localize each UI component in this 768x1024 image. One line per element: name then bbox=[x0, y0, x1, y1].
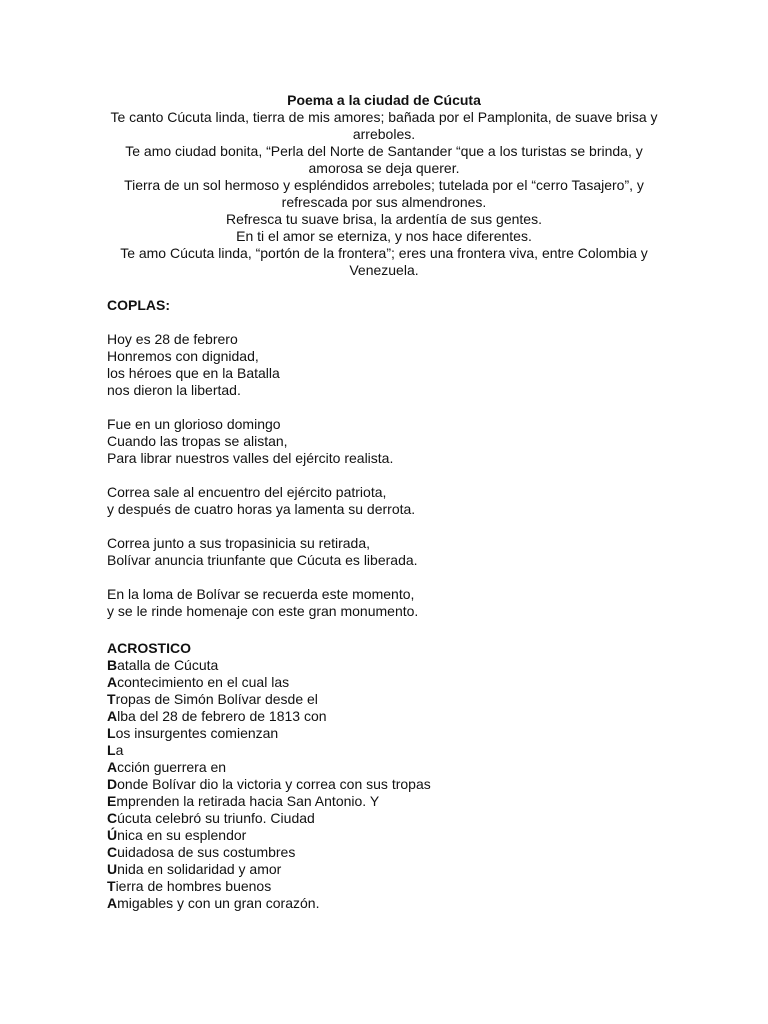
acrostico-initial: U bbox=[107, 861, 118, 877]
acrostico-text: nica en su esplendor bbox=[117, 827, 247, 843]
poem-line: Refresca tu suave brisa, la ardentía de sus gentes. bbox=[226, 211, 542, 227]
coplas-section bbox=[107, 297, 667, 620]
acrostico-text: nida en solidaridad y amor bbox=[117, 861, 282, 877]
acrostico-line bbox=[107, 810, 667, 827]
copla-stanza bbox=[107, 586, 667, 620]
copla-line: En la loma de Bolívar se recuerda este momento, bbox=[107, 586, 415, 602]
acrostico-text: cción guerrera en bbox=[117, 759, 227, 775]
acrostico-initial: T bbox=[107, 878, 116, 894]
acrostico-initial: C bbox=[107, 844, 118, 860]
poem-line: Te canto Cúcuta linda, tierra de mis amores; bañada por el Pamplonita, de suave brisa y arreboles. bbox=[110, 109, 658, 142]
acrostico-text: a bbox=[115, 742, 124, 758]
copla-line: y después de cuatro horas ya lamenta su derrota. bbox=[107, 501, 416, 517]
copla-stanza bbox=[107, 416, 667, 467]
acrostico-text: onde Bolívar dio la victoria y correa con sus tropas bbox=[117, 776, 431, 792]
copla-stanza bbox=[107, 484, 667, 518]
acrostico-text: uidadosa de sus costumbres bbox=[117, 844, 296, 860]
acrostico-text: atalla de Cúcuta bbox=[117, 657, 219, 673]
acrostico-text: migables y con un gran corazón. bbox=[117, 895, 320, 911]
copla-line: nos dieron la libertad. bbox=[107, 382, 241, 398]
acrostico-text: lba del 28 de febrero de 1813 con bbox=[117, 708, 327, 724]
acrostico-text: os insurgentes comienzan bbox=[115, 725, 279, 741]
acrostico-initial: Ú bbox=[107, 827, 118, 843]
copla-line: y se le rinde homenaje con este gran monumento. bbox=[107, 603, 419, 619]
acrostico-section bbox=[107, 640, 667, 912]
acrostico-text: úcuta celebró su triunfo. Ciudad bbox=[117, 810, 315, 826]
acrostico-line bbox=[107, 691, 667, 708]
acrostico-line bbox=[107, 776, 667, 793]
poem-line: Te amo ciudad bonita, “Perla del Norte de Santander “que a los turistas se brinda, y amorosa se deja querer. bbox=[125, 143, 643, 176]
copla-line: Cuando las tropas se alistan, bbox=[107, 433, 288, 449]
acrostico-line bbox=[107, 861, 667, 878]
acrostico-line bbox=[107, 895, 667, 912]
poem-section bbox=[104, 92, 664, 279]
acrostico-line bbox=[107, 844, 667, 861]
acrostico-text: mprenden la retirada hacia San Antonio. Y bbox=[116, 793, 380, 809]
acrostico-line bbox=[107, 742, 667, 759]
poem-line: Tierra de un sol hermoso y espléndidos arreboles; tutelada por el “cerro Tasajero”, y refrescada por sus almendrones. bbox=[124, 177, 644, 210]
acrostico-initial: D bbox=[107, 776, 118, 792]
acrostico-line bbox=[107, 708, 667, 725]
copla-line: Bolívar anuncia triunfante que Cúcuta es liberada. bbox=[107, 552, 418, 568]
acrostico-line bbox=[107, 674, 667, 691]
acrostico-initial: E bbox=[107, 793, 117, 809]
copla-line: Hoy es 28 de febrero bbox=[107, 331, 238, 347]
acrostico-initial: C bbox=[107, 810, 118, 826]
acrostico-initial: A bbox=[107, 674, 118, 690]
acrostico-line bbox=[107, 878, 667, 895]
acrostico-initial: L bbox=[107, 725, 116, 741]
poem-line: Te amo Cúcuta linda, “portón de la frontera”; eres una frontera viva, entre Colombia y Venezuela. bbox=[120, 245, 648, 278]
copla-line: Correa junto a sus tropasinicia su retirada, bbox=[107, 535, 371, 551]
acrostico-line bbox=[107, 793, 667, 810]
acrostico-line bbox=[107, 827, 667, 844]
copla-line: Correa sale al encuentro del ejército patriota, bbox=[107, 484, 387, 500]
copla-line: Honremos con dignidad, bbox=[107, 348, 259, 364]
poem-title: Poema a la ciudad de Cúcuta bbox=[287, 92, 481, 108]
copla-stanza bbox=[107, 535, 667, 569]
acrostico-heading: ACROSTICO bbox=[107, 640, 191, 656]
acrostico-text: ierra de hombres buenos bbox=[115, 878, 272, 894]
coplas-heading: COPLAS: bbox=[107, 297, 170, 313]
copla-line: los héroes que en la Batalla bbox=[107, 365, 280, 381]
acrostico-text: contecimiento en el cual las bbox=[117, 674, 290, 690]
acrostico-initial: A bbox=[107, 895, 118, 911]
acrostico-initial: A bbox=[107, 708, 118, 724]
acrostico-initial: T bbox=[107, 691, 116, 707]
copla-line: Para librar nuestros valles del ejército realista. bbox=[107, 450, 394, 466]
copla-line: Fue en un glorioso domingo bbox=[107, 416, 281, 432]
acrostico-text: ropas de Simón Bolívar desde el bbox=[115, 691, 318, 707]
acrostico-initial: L bbox=[107, 742, 116, 758]
copla-stanza bbox=[107, 331, 667, 399]
acrostico-line bbox=[107, 725, 667, 742]
acrostico-initial: A bbox=[107, 759, 118, 775]
acrostico-line bbox=[107, 759, 667, 776]
acrostico-line bbox=[107, 657, 667, 674]
acrostico-initial: B bbox=[107, 657, 118, 673]
poem-line: En ti el amor se eterniza, y nos hace diferentes. bbox=[236, 228, 532, 244]
